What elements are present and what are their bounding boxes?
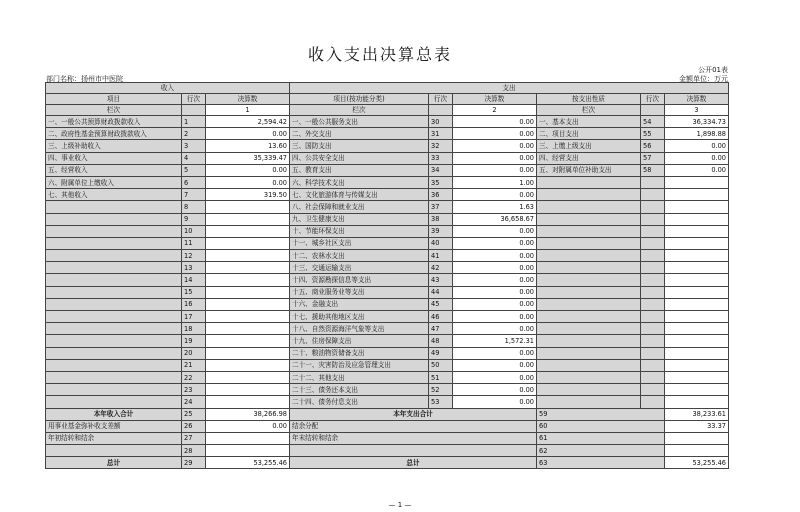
expense-value: 0.00 [453,311,537,323]
income-item-name [46,213,182,225]
income-header: 收入 [46,83,290,94]
income-item-name [46,262,182,274]
income-value [206,262,290,274]
line-number [641,189,665,201]
line-number: 33 [429,152,453,164]
line-number: 57 [641,152,665,164]
income-value [206,274,290,286]
line-number [641,250,665,262]
nature-value: 1,898.88 [665,128,729,140]
line-number: 60 [537,420,665,432]
line-number: 13 [182,262,206,274]
nature-item-name [537,371,641,383]
expense-item-name: 五、教育支出 [290,164,429,176]
line-number: 27 [182,432,206,444]
income-item-name: 三、上级补助收入 [46,140,182,152]
page-title: 收入支出决算总表 [307,45,452,64]
table-row [46,371,729,383]
nature-item-name [537,274,641,286]
line-number: 6 [182,176,206,188]
expense-value: 0.00 [453,152,537,164]
income-item-name: 一、一般公共预算财政拨款收入 [46,116,182,128]
expense-item-name: 十一、城乡社区支出 [290,237,429,249]
nature-value [665,384,729,396]
table-row [46,384,729,396]
expense-item-name: 八、社会保障和就业支出 [290,201,429,213]
nature-item-name [537,384,641,396]
line-number [641,274,665,286]
col-header-func-item: 项目(按功能分类) [290,94,429,105]
line-number: 47 [429,323,453,335]
col-header-nature: 按支出性质 [537,94,641,105]
nature-value: 0.00 [665,152,729,164]
expense-item-name: 二十、粮油物资储备支出 [290,347,429,359]
line-number: 58 [641,164,665,176]
line-number: 40 [429,237,453,249]
row-label [290,445,537,457]
income-item-name: 六、附属单位上缴收入 [46,176,182,188]
line-number: 37 [429,201,453,213]
nature-item-name [537,359,641,371]
expense-value: 0.00 [453,359,537,371]
line-number: 5 [182,164,206,176]
expense-value: 0.00 [453,237,537,249]
line-number [641,347,665,359]
col-header-budget: 决算数 [665,94,729,105]
col-number-1: 1 [206,105,290,116]
table-row [46,225,729,237]
line-number [641,237,665,249]
nature-value [665,396,729,408]
income-item-name [46,201,182,213]
line-number: 51 [429,371,453,383]
table-row [46,262,729,274]
expense-value: 0.00 [453,262,537,274]
income-item-name [46,286,182,298]
income-value: 13.60 [206,140,290,152]
line-number: 56 [641,140,665,152]
nature-item-name [537,189,641,201]
line-number [641,213,665,225]
income-item-name [46,250,182,262]
department-label: 部门名称：扬州市中医院 [46,75,123,83]
row-value: 33.37 [665,420,729,432]
nature-item-name: 三、上缴上级支出 [537,140,641,152]
line-number: 43 [429,274,453,286]
line-number: 50 [429,359,453,371]
col-label-blank [429,105,453,116]
income-value [206,237,290,249]
nature-item-name: 五、对附属单位补助支出 [537,164,641,176]
expense-value: 1,572.31 [453,335,537,347]
line-number: 49 [429,347,453,359]
nature-value [665,262,729,274]
line-number [641,396,665,408]
expense-item-name: 十六、金融支出 [290,298,429,310]
income-total-label: 本年收入合计 [46,408,182,420]
line-number: 32 [429,140,453,152]
row-value [206,445,290,457]
table-row [46,140,729,152]
col-label: 栏次 [46,105,182,116]
line-number: 8 [182,201,206,213]
nature-item-name [537,225,641,237]
income-item-name [46,323,182,335]
income-value: 0.00 [206,176,290,188]
col-header-budget: 决算数 [453,94,537,105]
income-value [206,311,290,323]
nature-value: 0.00 [665,164,729,176]
income-item-name [46,335,182,347]
line-number [641,335,665,347]
nature-item-name [537,347,641,359]
expense-value: 0.00 [453,128,537,140]
nature-value [665,335,729,347]
expense-header: 支出 [290,83,729,94]
line-number [641,176,665,188]
line-number: 16 [182,298,206,310]
line-number: 30 [429,116,453,128]
line-number: 61 [537,432,665,444]
expense-value: 0.00 [453,250,537,262]
income-item-name [46,384,182,396]
expense-item-name: 二十三、债务还本支出 [290,384,429,396]
line-number: 34 [429,164,453,176]
expense-item-name: 二十二、其他支出 [290,371,429,383]
table-row [46,237,729,249]
expense-total-value: 38,233.61 [665,408,729,420]
expense-item-name: 二十一、灾害防治及应急管理支出 [290,359,429,371]
income-value: 0.00 [206,128,290,140]
line-number: 4 [182,152,206,164]
grand-total-expense: 53,255.46 [665,457,729,469]
line-number: 63 [537,457,665,469]
expense-value: 0.00 [453,140,537,152]
income-value: 35,339.47 [206,152,290,164]
line-number: 20 [182,347,206,359]
expense-item-name: 十二、农林水支出 [290,250,429,262]
line-number: 42 [429,262,453,274]
expense-item-name: 九、卫生健康支出 [290,213,429,225]
row-label: 年初结转和结余 [46,432,182,444]
table-row [46,298,729,310]
line-number: 22 [182,371,206,383]
nature-value [665,311,729,323]
table-row [46,359,729,371]
nature-item-name [537,201,641,213]
line-number: 1 [182,116,206,128]
income-value [206,335,290,347]
income-value: 2,594.42 [206,116,290,128]
expense-item-name: 十七、援助其他地区支出 [290,311,429,323]
income-item-name [46,396,182,408]
page-number: — 1 — [388,501,412,509]
expense-total-label: 本年支出合计 [290,408,537,420]
row-value [665,432,729,444]
expense-value: 0.00 [453,189,537,201]
expense-item-name: 二、外交支出 [290,128,429,140]
table-row [46,128,729,140]
expense-item-name: 二十四、债务付息支出 [290,396,429,408]
income-item-name [46,311,182,323]
grand-total-label: 总计 [290,457,537,469]
table-row [46,152,729,164]
line-number: 18 [182,323,206,335]
table-row [46,164,729,176]
line-number: 25 [182,408,206,420]
unit-label: 金额单位：万元 [679,75,728,83]
nature-value: 36,334.73 [665,116,729,128]
col-number-2: 2 [453,105,537,116]
nature-value [665,237,729,249]
income-item-name [46,359,182,371]
income-value [206,384,290,396]
line-number: 3 [182,140,206,152]
expense-value: 0.00 [453,347,537,359]
col-label: 栏次 [537,105,641,116]
expense-value: 0.00 [453,225,537,237]
line-number: 21 [182,359,206,371]
nature-value [665,359,729,371]
nature-value [665,213,729,225]
line-number: 14 [182,274,206,286]
income-item-name [46,237,182,249]
line-number: 2 [182,128,206,140]
nature-value [665,274,729,286]
line-number: 28 [182,445,206,457]
line-number: 36 [429,189,453,201]
nature-value [665,250,729,262]
expense-value: 0.00 [453,384,537,396]
line-number [641,359,665,371]
table-row [46,250,729,262]
income-item-name: 二、政府性基金预算财政拨款收入 [46,128,182,140]
line-number: 46 [429,311,453,323]
income-value [206,298,290,310]
line-number: 52 [429,384,453,396]
row-label [46,445,182,457]
income-item-name: 五、经营收入 [46,164,182,176]
row-value: 0.00 [206,420,290,432]
nature-value [665,323,729,335]
line-number: 12 [182,250,206,262]
income-value [206,359,290,371]
nature-value: 0.00 [665,140,729,152]
expense-value: 0.00 [453,164,537,176]
expense-value: 1.63 [453,201,537,213]
income-item-name [46,274,182,286]
col-header-item: 项目 [46,94,182,105]
line-number: 9 [182,213,206,225]
line-number: 23 [182,384,206,396]
line-number: 53 [429,396,453,408]
line-number [641,225,665,237]
line-number: 11 [182,237,206,249]
income-value [206,201,290,213]
income-value [206,396,290,408]
line-number: 17 [182,311,206,323]
nature-value [665,298,729,310]
nature-value [665,225,729,237]
line-number [641,323,665,335]
col-header-budget: 决算数 [206,94,290,105]
line-number [641,201,665,213]
line-number: 29 [182,457,206,469]
col-header-line: 行次 [182,94,206,105]
nature-value [665,371,729,383]
expense-item-name: 七、文化旅游体育与传媒支出 [290,189,429,201]
line-number: 39 [429,225,453,237]
income-item-name [46,347,182,359]
col-header-line: 行次 [641,94,665,105]
line-number: 35 [429,176,453,188]
nature-item-name [537,298,641,310]
nature-item-name [537,250,641,262]
nature-item-name [537,237,641,249]
grand-total-income: 53,255.46 [206,457,290,469]
line-number: 38 [429,213,453,225]
nature-item-name [537,323,641,335]
line-number [641,311,665,323]
income-value [206,213,290,225]
line-number [641,262,665,274]
line-number [641,371,665,383]
col-label-blank [641,105,665,116]
expense-item-name: 六、科学技术支出 [290,176,429,188]
line-number: 7 [182,189,206,201]
line-number: 26 [182,420,206,432]
income-item-name [46,298,182,310]
line-number: 59 [537,408,665,420]
expense-value: 0.00 [453,298,537,310]
col-header-line: 行次 [429,94,453,105]
expense-item-name: 一、一般公共服务支出 [290,116,429,128]
expense-value: 0.00 [453,286,537,298]
line-number: 45 [429,298,453,310]
income-value: 0.00 [206,164,290,176]
line-number [641,286,665,298]
table-row [46,335,729,347]
line-number: 48 [429,335,453,347]
table-row [46,189,729,201]
line-number: 41 [429,250,453,262]
col-label-blank [182,105,206,116]
income-value [206,371,290,383]
expense-item-name: 十、节能环保支出 [290,225,429,237]
col-number-3: 3 [665,105,729,116]
nature-item-name [537,213,641,225]
line-number: 55 [641,128,665,140]
expense-item-name: 十四、资源勘探信息等支出 [290,274,429,286]
budget-table [45,82,729,469]
expense-item-name: 十五、商业服务业等支出 [290,286,429,298]
expense-value: 0.00 [453,116,537,128]
row-label: 用事业基金弥补收支差额 [46,420,182,432]
row-label: 结余分配 [290,420,537,432]
income-total-value: 38,266.98 [206,408,290,420]
expense-value: 0.00 [453,371,537,383]
nature-item-name [537,311,641,323]
nature-item-name [537,335,641,347]
income-item-name [46,225,182,237]
expense-value: 0.00 [453,396,537,408]
table-row [46,116,729,128]
expense-value: 1.00 [453,176,537,188]
income-item-name: 四、事业收入 [46,152,182,164]
nature-item-name [537,176,641,188]
nature-value [665,286,729,298]
income-value [206,225,290,237]
line-number [641,298,665,310]
expense-item-name: 三、国防支出 [290,140,429,152]
row-value [665,445,729,457]
line-number: 24 [182,396,206,408]
income-value [206,323,290,335]
expense-item-name: 四、公共安全支出 [290,152,429,164]
nature-item-name: 一、基本支出 [537,116,641,128]
grand-total-label: 总计 [46,457,182,469]
nature-item-name [537,262,641,274]
line-number: 54 [641,116,665,128]
form-number: 公开01表 [698,66,728,74]
table-row [46,213,729,225]
nature-item-name [537,286,641,298]
table-row [46,347,729,359]
nature-item-name [537,396,641,408]
table-row [46,201,729,213]
expense-item-name: 十三、交通运输支出 [290,262,429,274]
expense-value: 36,658.67 [453,213,537,225]
line-number: 10 [182,225,206,237]
nature-item-name: 二、项目支出 [537,128,641,140]
income-item-name: 七、其他收入 [46,189,182,201]
row-value [206,432,290,444]
row-label: 年末结转和结余 [290,432,537,444]
expense-item-name: 十八、自然资源海洋气象等支出 [290,323,429,335]
income-value: 319.50 [206,189,290,201]
table-row [46,274,729,286]
income-value [206,347,290,359]
line-number: 19 [182,335,206,347]
nature-value [665,189,729,201]
income-item-name [46,371,182,383]
line-number: 31 [429,128,453,140]
line-number: 62 [537,445,665,457]
line-number: 15 [182,286,206,298]
table-row [46,286,729,298]
nature-value [665,176,729,188]
nature-value [665,347,729,359]
col-label: 栏次 [290,105,429,116]
table-row [46,176,729,188]
table-row [46,311,729,323]
income-value [206,250,290,262]
expense-value: 0.00 [453,274,537,286]
expense-value: 0.00 [453,323,537,335]
expense-item-name: 十九、住房保障支出 [290,335,429,347]
nature-item-name: 四、经营支出 [537,152,641,164]
line-number [641,384,665,396]
table-row [46,396,729,408]
nature-value [665,201,729,213]
table-row [46,323,729,335]
income-value [206,286,290,298]
line-number: 44 [429,286,453,298]
